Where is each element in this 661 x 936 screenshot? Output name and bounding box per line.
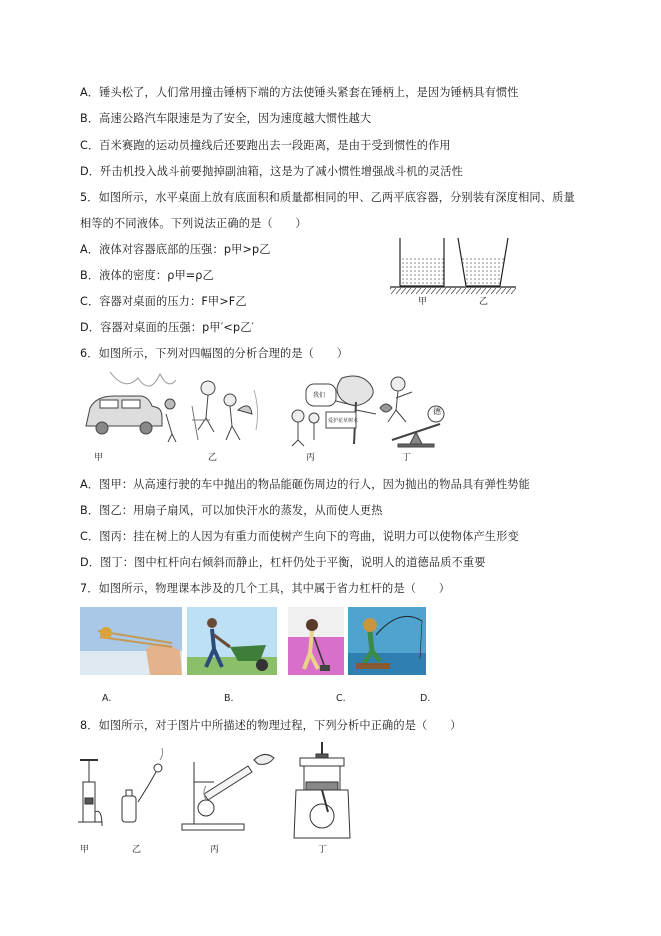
q8-sketch-engine	[294, 742, 350, 838]
q7-stem: 7．如图所示，物理课本涉及的几个工具，其中属于省力杠杆的是（ ）	[80, 582, 451, 595]
q6-caption-jia: 甲	[94, 453, 104, 463]
q7-photo-fishing	[348, 607, 426, 675]
q6-sign-board: 爱护花草树木	[328, 418, 359, 424]
q6-coin-label: 德	[433, 407, 441, 416]
q4-option-d: D．歼击机投入战斗前要抛掉副油箱，这是为了减小惯性增强战斗机的灵活性	[80, 165, 463, 178]
q5-option-a: A．液体对容器底部的压强：p甲>p乙	[80, 243, 271, 256]
q7-figure-row	[80, 607, 430, 709]
q5-stem-cont: 相等的不同液体。下列说法正确的是（ ）	[80, 217, 307, 230]
q7-option-b: B.	[224, 693, 234, 704]
q7-option-a: A.	[102, 693, 112, 704]
q6-caption-yi: 乙	[208, 453, 218, 463]
q8-caption-jia: 甲	[80, 845, 90, 855]
q6-option-d: D．图丁：图中杠杆向右倾斜而静止，杠杆仍处于平衡，说明人的道德品质不重要	[80, 556, 486, 569]
q7-option-d: D.	[420, 693, 431, 704]
q6-caption-ding: 丁	[402, 453, 412, 463]
q8-stem: 8．如图所示，对于图片中所描述的物理过程，下列分析中正确的是（ ）	[80, 719, 462, 732]
q4-option-a: A．锤头松了，人们常用撞击锤柄下端的方法使锤头紧套在锤柄上，是因为锤柄具有惯性	[80, 86, 519, 99]
q5-figure-containers	[386, 234, 522, 306]
q5-option-b: B．液体的密度：ρ甲=ρ乙	[80, 269, 214, 282]
q7-photo-broom	[288, 607, 344, 675]
q8-caption-bing: 丙	[210, 845, 220, 855]
q8-sketch-testtube	[182, 754, 274, 830]
q8-sketch-bottle	[122, 748, 163, 822]
q5-option-c: C．容器对桌面的压力：F甲>F乙	[80, 295, 247, 308]
q5-option-d: D．容器对桌面的压强：p甲′<p乙′	[80, 321, 255, 334]
q6-option-b: B．图乙：用扇子扇风，可以加快汗水的蒸发，从而使人更热	[80, 504, 383, 517]
q6-sketch-fan	[192, 381, 258, 440]
q8-figure-row	[78, 742, 358, 854]
q6-figure-row	[80, 370, 455, 462]
q6-stem: 6．如图所示，下列对四幅图的分析合理的是（ ）	[80, 347, 349, 360]
q6-sign-speech: 我们	[313, 392, 326, 399]
q4-option-b: B．高速公路汽车限速是为了安全，因为速度越大惯性越大	[80, 112, 372, 125]
q6-sketch-car	[86, 372, 176, 442]
q4-option-c: C．百米赛跑的运动员撞线后还要跑出去一段距离，是由于受到惯性的作用	[80, 139, 451, 152]
q8-caption-ding: 丁	[318, 845, 328, 855]
q5-stem: 5．如图所示，水平桌面上放有底面积和质量都相同的甲、乙两平底容器，分别装有深度相同、质量	[80, 191, 575, 204]
q5-label-yi: 乙	[479, 297, 489, 307]
q7-photo-wheelbarrow	[187, 607, 277, 675]
q8-sketch-pump	[78, 760, 102, 826]
q6-sketch-tree	[292, 376, 376, 446]
q7-option-c: C.	[336, 693, 346, 704]
q7-photo-chopsticks	[80, 607, 182, 675]
q8-caption-yi: 乙	[132, 845, 142, 855]
q5-label-jia: 甲	[418, 297, 428, 307]
q6-option-a: A．图甲：从高速行驶的车中抛出的物品能砸伤周边的行人，因为抛出的物品具有弹性势能	[80, 478, 530, 491]
q6-option-c: C．图丙：挂在树上的人因为有重力而使树产生向下的弯曲，说明力可以使物体产生形变	[80, 530, 519, 543]
q6-caption-bing: 丙	[306, 453, 316, 463]
